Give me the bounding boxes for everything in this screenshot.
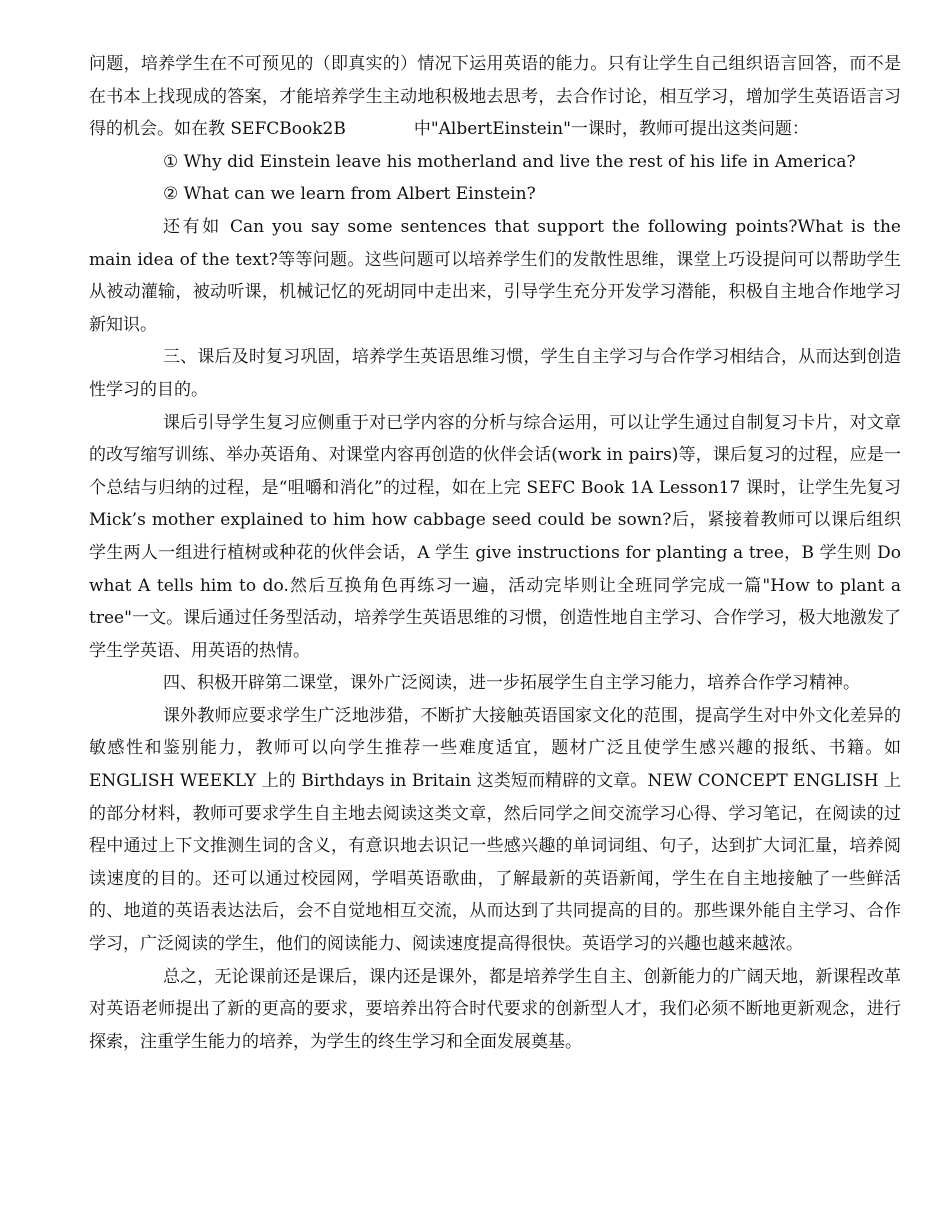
question-2: ② What can we learn from Albert Einstein? — [163, 184, 536, 205]
document-page — [89, 48, 901, 1058]
question-1: ① Why did Einstein leave his motherland and live the rest of his life in America? — [163, 151, 856, 172]
paragraph-intro-continuation: 问题，培养学生在不可预见的（即真实的）情况下运用英语的能力。只有让学生自己组织语言回答，而不是在书本上找现成的答案，才能培养学生主动地积极地去思考，去合作讨论，相互学习，增加学生英语语言习得的机会。如在教 SEFCBook2B 中"AlbertEinstein"一课时，教师可提出这类问题： — [89, 54, 901, 140]
section-heading-3: 三、课后及时复习巩固，培养学生英语思维习惯，学生自主学习与合作学习相结合，从而达到创造性学习的目的。 — [89, 347, 901, 400]
paragraph-conclusion: 总之，无论课前还是课后，课内还是课外，都是培养学生自主、创新能力的广阔天地，新课程改革对英语老师提出了新的更高的要求，要培养出符合时代要求的创新型人才，我们必须不断地更新观念，进行探索，注重学生能力的培养，为学生的终生学习和全面发展奠基。 — [89, 966, 901, 1052]
section-heading-4: 四、积极开辟第二课堂，课外广泛阅读，进一步拓展学生自主学习能力，培养合作学习精神。 — [163, 673, 860, 694]
paragraph-more-questions: 还有如 Can you say some sentences that support the following points?What is the main idea of the text?等等问题。这些问题可以培养学生们的发散性思维，课堂上巧设提问可以帮助学生从被动灌输，被动听课，机械记忆的死胡同中走出来，引导学生充分开发学习潜能，积极自主地合作地学习新知识。 — [89, 216, 901, 335]
paragraph-review: 课后引导学生复习应侧重于对已学内容的分析与综合运用，可以让学生通过自制复习卡片，对文章的改写缩写训练、举办英语角、对课堂内容再创造的伙伴会话(work in pairs)等，课后复习的过程，应是一个总结与归纳的过程，是“咀嚼和消化”的过程，如在上完 SEFC Book 1A Lesson17 课时，让学生先复习 Mick’s mother explained to him how cabbage seed could be sown?后，紧接着教师可以课后组织学生两人一组进行植树或种花的伙伴会话，A 学生 give instructions for planting a tree，B 学生则 Do what A tells him to do.然后互换角色再练习一遍，活动完毕则让全班同学完成一篇"How to plant a tree"一文。课后通过任务型活动，培养学生英语思维的习惯，创造性地自主学习、合作学习，极大地激发了学生学英语、用英语的热情。 — [89, 412, 901, 661]
paragraph-extracurricular-reading: 课外教师应要求学生广泛地涉猎，不断扩大接触英语国家文化的范围，提高学生对中外文化差异的敏感性和鉴别能力，教师可以向学生推荐一些难度适宜，题材广泛且使学生感兴趣的报纸、书籍。如 ENGLISH WEEKLY 上的 Birthdays in Britain 这类短而精辟的文章。NEW CONCEPT ENGLISH 上的部分材料，教师可要求学生自主地去阅读这类文章，然后同学之间交流学习心得、学习笔记，在阅读的过程中通过上下文推测生词的含义，有意识地去识记一些感兴趣的单词词组、句子，达到扩大词汇量，培养阅读速度的目的。还可以通过校园网，学唱英语歌曲，了解最新的英语新闻，学生在自主地接触了一些鲜活的、地道的英语表达法后，会不自觉地相互交流，从而达到了共同提高的目的。那些课外能自主学习、合作学习，广泛阅读的学生，他们的阅读能力、阅读速度提高得很快。英语学习的兴趣也越来越浓。 — [89, 705, 901, 955]
